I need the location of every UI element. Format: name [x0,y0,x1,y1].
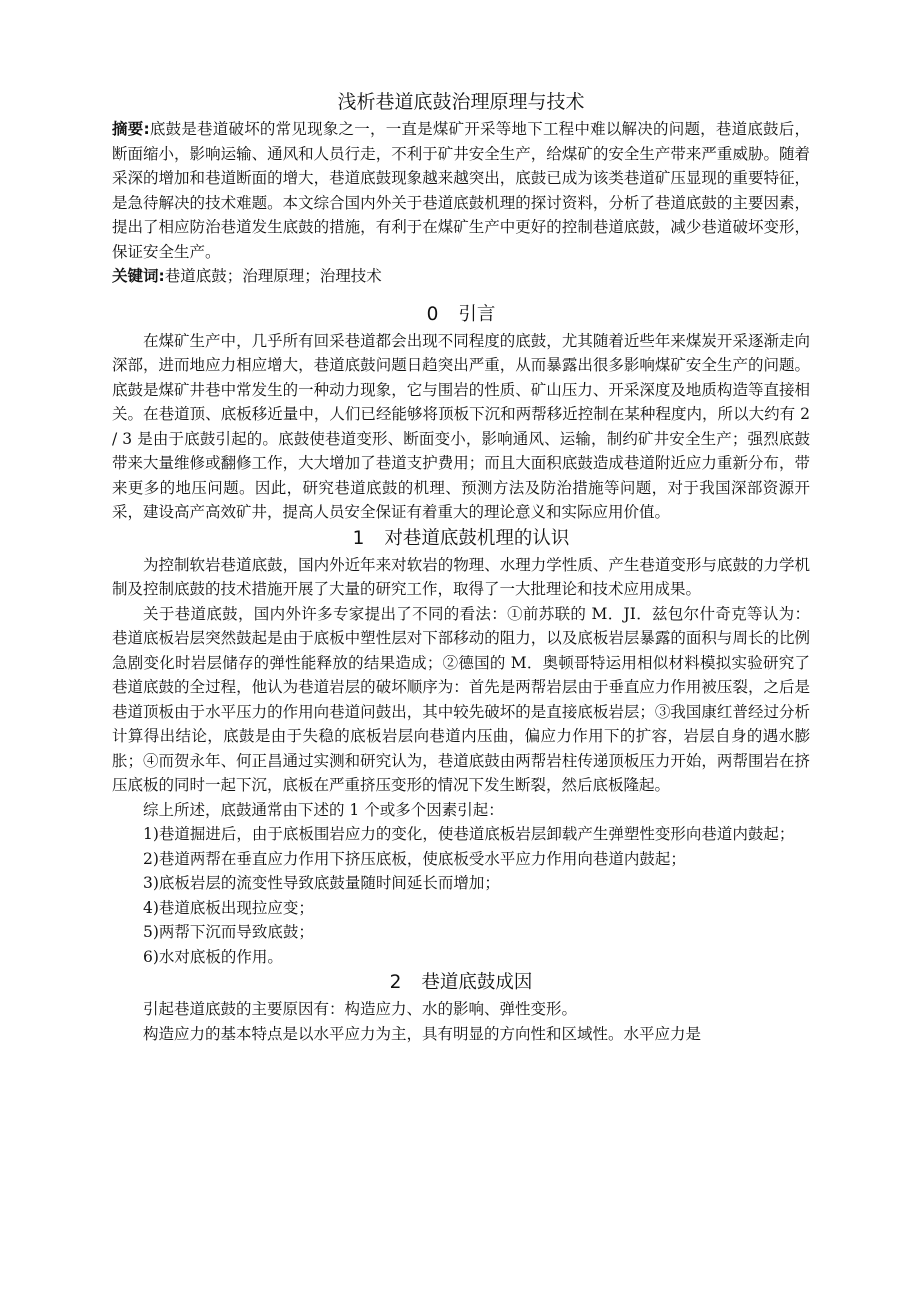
abstract-label: 摘要: [112,120,150,138]
keywords-label: 关键词: [112,267,165,285]
section-heading-2: 2 巷道底鼓成因 [389,972,533,993]
list-item: 1)巷道掘进后，由于底板围岩应力的变化，使巷道底板岩层卸载产生弹塑性变形向巷道内鼓起； [143,825,795,843]
keywords [112,264,810,289]
keywords-text: 巷道底鼓；治理原理；治理技术 [164,267,382,285]
list-item: 4)巷道底板出现拉应变； [143,898,314,917]
list-item: 6)水对底板的作用。 [143,947,283,966]
paragraph: 关于巷道底鼓，国内外许多专家提出了不同的看法：①前苏联的 M．JI．兹包尔什奇克等认为：巷道底板岩层突然鼓起是由于底板中塑性层对下部移动的阻力，以及底板岩层暴露的面积与周长的比例急剧变化时岩层储存的弹性能释放的结果造成；②德国的 M．奥顿哥特运用相似材料模拟实验研究了巷道底鼓的全过程，他认为巷道岩层的破坏顺序为：首先是两帮岩层由于垂直应力作用被压裂，之后是巷道顶板由于水平压力的作用向巷道问鼓出，其中较先破坏的是直接底板岩层；③我国康红普经过分析计算得出结论，底鼓是由于失稳的底板岩层向巷道内压曲，偏应力作用下的扩容，岩层自身的遇水膨胀；④而贺永年、何正昌通过实测和研究认为，巷道底鼓由两帮岩柱传递顶板压力开始，两帮围岩在挤压底板的同时一起下沉，底板在严重挤压变形的情况下发生断裂，然后底板隆起。 [112,604,810,794]
section-heading-1: 1 对巷道底鼓机理的认识 [352,527,570,549]
abstract [112,117,810,264]
list-item: 2)巷道两帮在垂直应力作用下挤压底板，使底板受水平应力作用向巷道内鼓起； [143,849,686,868]
paragraph: 引起巷道底鼓的主要原因有：构造应力、水的影响、弹性变形。 [143,1000,578,1018]
paragraph: 在煤矿生产中，几乎所有回采巷道都会出现不同程度的底鼓，尤其随着近些年来煤炭开采逐渐走向深部，进而地应力相应增大，巷道底鼓问题日趋突出严重，从而暴露出很多影响煤矿安全生产的问题。底鼓是煤矿井巷中常发生的一种动力现象，它与围岩的性质、矿山压力、开采深度及地质构造等直接相关。在巷道顶、底板移近量中，人们已经能够将顶板下沉和两帮移近控制在某种程度内，所以大约有 2 / 3 是由于底鼓引起的。底鼓使巷道变形、断面变小，影响通风、运输，制约矿井安全生产；强烈底鼓带来大量维修或翻修工作，大大增加了巷道支护费用；而且大面积底鼓造成巷道附近应力重新分布，带来更多的地压问题。因此，研究巷道底鼓的机理、预测方法及防治措施等问题，对于我国深部资源开采，建设高产高效矿井，提高人员安全保证有着重大的理论意义和实际应用价值。 [112,331,810,521]
document-page [112,88,810,1046]
paragraph: 为控制软岩巷道底鼓，国内外近年来对软岩的物理、水理力学性质、产生巷道变形与底鼓的力学机制及控制底鼓的技术措施开展了大量的研究工作，取得了一大批理论和技术应用成果。 [112,555,810,598]
abstract-text: 底鼓是巷道破坏的常见现象之一，一直是煤矿开采等地下工程中难以解决的问题，巷道底鼓后，断面缩小，影响运输、通风和人员行走，不利于矿井安全生产，给煤矿的安全生产带来严重威胁。随着采深的增加和巷道断面的增大，巷道底鼓现象越来越突出，底鼓已成为该类巷道矿压显现的重要特征，是急待解决的技术难题。本文综合国内外关于巷道底鼓机理的探讨资料，分析了巷道底鼓的主要因素，提出了相应防治巷道发生底鼓的措施，有利于在煤矿生产中更好的控制巷道底鼓，减少巷道破坏变形，保证安全生产。 [112,120,810,261]
document-title: 浅析巷道底鼓治理原理与技术 [337,91,585,113]
list-item: 5)两帮下沉而导致底鼓； [143,923,314,941]
paragraph: 构造应力的基本特点是以水平应力为主，具有明显的方向性和区域性。水平应力是 [143,1024,702,1043]
list-item: 3)底板岩层的流变性导致底鼓量随时间延长而增加； [143,874,500,892]
section-heading-0: 0 引言 [426,303,496,325]
paragraph: 综上所述，底鼓通常由下述的 1 个或多个因素引起： [143,800,504,819]
